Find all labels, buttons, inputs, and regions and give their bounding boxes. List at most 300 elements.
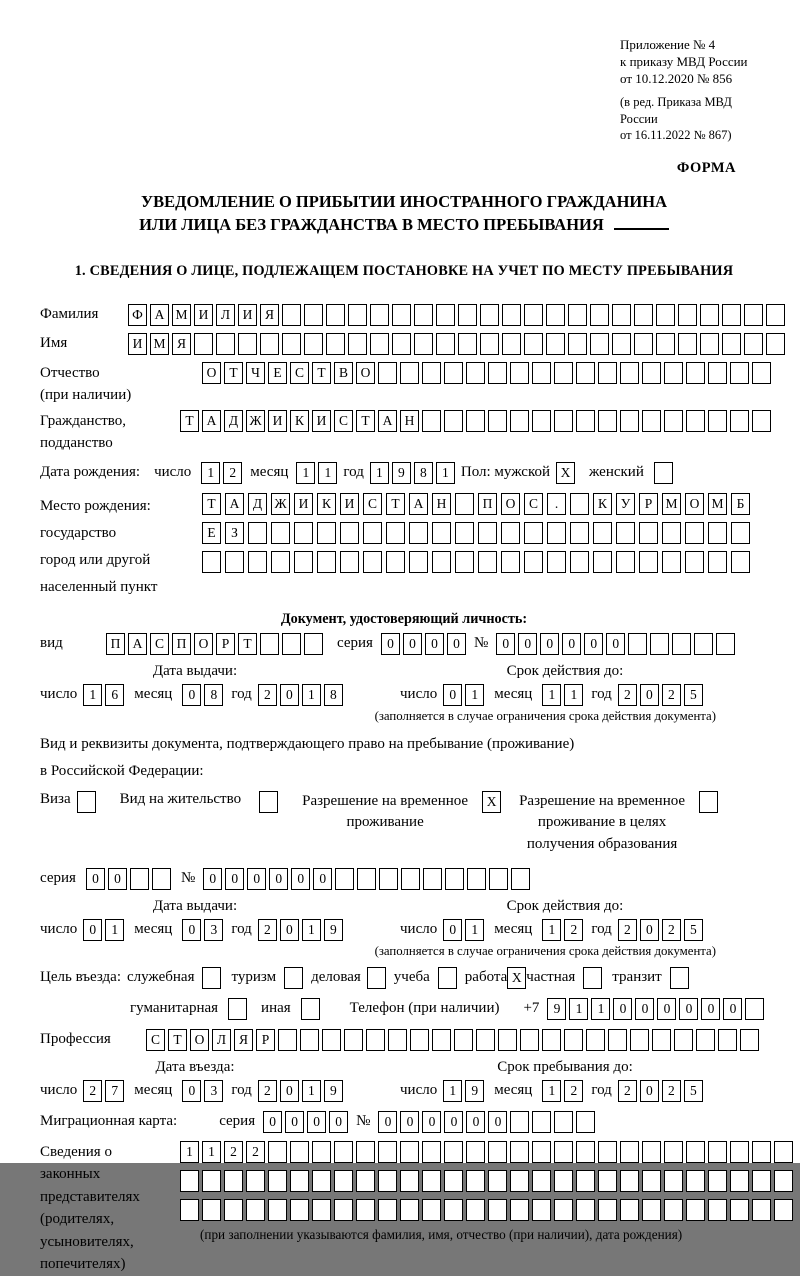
char-cell[interactable]	[532, 1111, 551, 1133]
char-cell[interactable]	[363, 551, 382, 573]
char-cell[interactable]: 2	[564, 919, 583, 941]
char-cell[interactable]: 1	[202, 1141, 221, 1163]
char-cell[interactable]	[510, 410, 529, 432]
char-cell[interactable]	[498, 1029, 517, 1051]
stay-issue-month[interactable]	[182, 919, 223, 941]
char-cell[interactable]	[685, 551, 704, 573]
char-cell[interactable]	[731, 522, 750, 544]
char-cell[interactable]	[436, 304, 455, 326]
char-cell[interactable]	[570, 522, 589, 544]
char-cell[interactable]: 0	[378, 1111, 397, 1133]
char-cell[interactable]: 2	[662, 1080, 681, 1102]
char-cell[interactable]	[180, 1170, 199, 1192]
char-cell[interactable]: 0	[488, 1111, 507, 1133]
char-cell[interactable]: 1	[302, 1080, 321, 1102]
char-cell[interactable]	[766, 304, 785, 326]
entry-month[interactable]	[182, 1080, 223, 1102]
char-cell[interactable]	[312, 1141, 331, 1163]
residence-permit-checkbox[interactable]	[259, 791, 278, 813]
char-cell[interactable]: 5	[684, 684, 703, 706]
checkbox-cell[interactable]	[654, 462, 673, 484]
char-cell[interactable]	[700, 333, 719, 355]
char-cell[interactable]: 0	[403, 633, 422, 655]
char-cell[interactable]	[593, 522, 612, 544]
profession-input[interactable]	[146, 1029, 759, 1051]
char-cell[interactable]: Н	[432, 493, 451, 515]
char-cell[interactable]	[444, 410, 463, 432]
mig-number-input[interactable]	[378, 1111, 595, 1133]
char-cell[interactable]: З	[225, 522, 244, 544]
char-cell[interactable]	[608, 1029, 627, 1051]
birth-place-line3[interactable]	[202, 551, 750, 573]
char-cell[interactable]: 2	[246, 1141, 265, 1163]
char-cell[interactable]	[694, 633, 713, 655]
id-number-input[interactable]	[496, 633, 735, 655]
char-cell[interactable]	[639, 522, 658, 544]
char-cell[interactable]	[444, 362, 463, 384]
char-cell[interactable]	[317, 551, 336, 573]
char-cell[interactable]	[628, 633, 647, 655]
char-cell[interactable]: И	[312, 410, 331, 432]
char-cell[interactable]	[620, 362, 639, 384]
char-cell[interactable]: А	[225, 493, 244, 515]
char-cell[interactable]: К	[593, 493, 612, 515]
char-cell[interactable]	[730, 1199, 749, 1221]
char-cell[interactable]	[630, 1029, 649, 1051]
char-cell[interactable]	[334, 1141, 353, 1163]
given-name-input[interactable]	[128, 333, 785, 355]
char-cell[interactable]	[248, 551, 267, 573]
char-cell[interactable]	[752, 1141, 771, 1163]
char-cell[interactable]: 0	[447, 633, 466, 655]
char-cell[interactable]	[708, 1199, 727, 1221]
char-cell[interactable]: 0	[247, 868, 266, 890]
patronymic-input[interactable]	[202, 362, 771, 384]
char-cell[interactable]	[348, 333, 367, 355]
char-cell[interactable]	[547, 551, 566, 573]
char-cell[interactable]: 0	[657, 998, 676, 1020]
char-cell[interactable]	[466, 1141, 485, 1163]
char-cell[interactable]: .	[547, 493, 566, 515]
id-issue-year[interactable]	[258, 684, 343, 706]
char-cell[interactable]	[652, 1029, 671, 1051]
char-cell[interactable]	[444, 1170, 463, 1192]
stay-number-input[interactable]	[203, 868, 530, 890]
char-cell[interactable]: 1	[201, 462, 220, 484]
char-cell[interactable]	[290, 1199, 309, 1221]
char-cell[interactable]	[290, 1170, 309, 1192]
char-cell[interactable]: 1	[542, 684, 561, 706]
char-cell[interactable]: 0	[313, 868, 332, 890]
char-cell[interactable]: Я	[234, 1029, 253, 1051]
char-cell[interactable]: 0	[425, 633, 444, 655]
char-cell[interactable]	[674, 1029, 693, 1051]
char-cell[interactable]: 0	[329, 1111, 348, 1133]
char-cell[interactable]	[334, 1170, 353, 1192]
char-cell[interactable]: 1	[564, 684, 583, 706]
char-cell[interactable]	[722, 304, 741, 326]
char-cell[interactable]	[554, 1141, 573, 1163]
char-cell[interactable]	[700, 304, 719, 326]
char-cell[interactable]	[326, 333, 345, 355]
char-cell[interactable]: Ж	[246, 410, 265, 432]
char-cell[interactable]	[752, 1199, 771, 1221]
char-cell[interactable]	[576, 1141, 595, 1163]
sex-male-checkbox[interactable]	[556, 462, 575, 484]
char-cell[interactable]	[520, 1029, 539, 1051]
stay-issue-year[interactable]	[258, 919, 343, 941]
char-cell[interactable]: 1	[465, 684, 484, 706]
char-cell[interactable]	[466, 1170, 485, 1192]
legal-rep-line2[interactable]	[180, 1170, 793, 1192]
char-cell[interactable]	[488, 410, 507, 432]
char-cell[interactable]	[224, 1199, 243, 1221]
char-cell[interactable]	[752, 410, 771, 432]
char-cell[interactable]	[685, 522, 704, 544]
char-cell[interactable]	[378, 1141, 397, 1163]
char-cell[interactable]	[458, 304, 477, 326]
char-cell[interactable]	[598, 1170, 617, 1192]
char-cell[interactable]	[334, 1199, 353, 1221]
char-cell[interactable]	[546, 333, 565, 355]
char-cell[interactable]	[271, 522, 290, 544]
char-cell[interactable]: А	[202, 410, 221, 432]
char-cell[interactable]: 8	[324, 684, 343, 706]
char-cell[interactable]	[774, 1199, 793, 1221]
purpose-chastnaya-checkbox[interactable]	[583, 967, 602, 989]
checkbox-cell[interactable]: X	[482, 791, 501, 813]
char-cell[interactable]	[400, 362, 419, 384]
char-cell[interactable]	[478, 551, 497, 573]
char-cell[interactable]	[489, 868, 508, 890]
char-cell[interactable]	[716, 633, 735, 655]
char-cell[interactable]	[568, 333, 587, 355]
char-cell[interactable]: 0	[280, 1080, 299, 1102]
char-cell[interactable]	[356, 1170, 375, 1192]
char-cell[interactable]	[731, 551, 750, 573]
char-cell[interactable]: О	[501, 493, 520, 515]
char-cell[interactable]	[290, 1141, 309, 1163]
birth-place-line1[interactable]	[202, 493, 750, 515]
char-cell[interactable]: Т	[224, 362, 243, 384]
char-cell[interactable]	[774, 1170, 793, 1192]
checkbox-cell[interactable]	[583, 967, 602, 989]
char-cell[interactable]	[730, 410, 749, 432]
char-cell[interactable]	[620, 410, 639, 432]
stay-series-input[interactable]	[86, 868, 171, 890]
char-cell[interactable]: 1	[318, 462, 337, 484]
char-cell[interactable]	[686, 1141, 705, 1163]
checkbox-cell[interactable]	[438, 967, 457, 989]
char-cell[interactable]: 0	[640, 684, 659, 706]
char-cell[interactable]	[634, 333, 653, 355]
char-cell[interactable]	[423, 868, 442, 890]
char-cell[interactable]	[532, 1199, 551, 1221]
surname-input[interactable]	[128, 304, 785, 326]
char-cell[interactable]: 1	[436, 462, 455, 484]
char-cell[interactable]: 2	[223, 462, 242, 484]
char-cell[interactable]	[524, 333, 543, 355]
char-cell[interactable]: С	[146, 1029, 165, 1051]
checkbox-cell[interactable]	[699, 791, 718, 813]
char-cell[interactable]	[501, 551, 520, 573]
checkbox-cell[interactable]	[202, 967, 221, 989]
temp-residence-checkbox[interactable]	[482, 791, 501, 813]
char-cell[interactable]: 9	[465, 1080, 484, 1102]
char-cell[interactable]: 2	[618, 1080, 637, 1102]
char-cell[interactable]	[718, 1029, 737, 1051]
char-cell[interactable]	[488, 1170, 507, 1192]
char-cell[interactable]: П	[172, 633, 191, 655]
char-cell[interactable]: И	[194, 304, 213, 326]
char-cell[interactable]	[696, 1029, 715, 1051]
char-cell[interactable]: 2	[618, 684, 637, 706]
char-cell[interactable]	[722, 333, 741, 355]
char-cell[interactable]	[466, 410, 485, 432]
char-cell[interactable]	[570, 493, 589, 515]
char-cell[interactable]: 1	[542, 1080, 561, 1102]
char-cell[interactable]	[432, 522, 451, 544]
char-cell[interactable]	[130, 868, 149, 890]
char-cell[interactable]	[501, 522, 520, 544]
char-cell[interactable]	[598, 410, 617, 432]
char-cell[interactable]: 9	[324, 919, 343, 941]
checkbox-cell[interactable]	[259, 791, 278, 813]
id-issue-day[interactable]	[83, 684, 124, 706]
char-cell[interactable]: О	[194, 633, 213, 655]
char-cell[interactable]: Ф	[128, 304, 147, 326]
char-cell[interactable]: 0	[613, 998, 632, 1020]
visa-checkbox[interactable]	[77, 791, 96, 813]
char-cell[interactable]	[730, 1141, 749, 1163]
char-cell[interactable]	[340, 522, 359, 544]
char-cell[interactable]	[730, 362, 749, 384]
char-cell[interactable]: 0	[443, 684, 462, 706]
char-cell[interactable]: 1	[591, 998, 610, 1020]
char-cell[interactable]: 0	[635, 998, 654, 1020]
char-cell[interactable]	[564, 1029, 583, 1051]
char-cell[interactable]: У	[616, 493, 635, 515]
char-cell[interactable]	[476, 1029, 495, 1051]
char-cell[interactable]: 2	[83, 1080, 102, 1102]
char-cell[interactable]	[616, 551, 635, 573]
char-cell[interactable]: 2	[258, 684, 277, 706]
char-cell[interactable]	[554, 1170, 573, 1192]
char-cell[interactable]	[260, 633, 279, 655]
char-cell[interactable]	[708, 362, 727, 384]
char-cell[interactable]	[744, 333, 763, 355]
char-cell[interactable]	[708, 1141, 727, 1163]
char-cell[interactable]: 0	[723, 998, 742, 1020]
char-cell[interactable]	[378, 1199, 397, 1221]
char-cell[interactable]: 5	[684, 919, 703, 941]
char-cell[interactable]	[379, 868, 398, 890]
sex-female-checkbox[interactable]	[654, 462, 673, 484]
char-cell[interactable]	[294, 551, 313, 573]
char-cell[interactable]: 2	[564, 1080, 583, 1102]
char-cell[interactable]	[524, 304, 543, 326]
id-valid-month[interactable]	[542, 684, 583, 706]
purpose-inaya-checkbox[interactable]	[301, 998, 320, 1020]
char-cell[interactable]	[510, 1111, 529, 1133]
char-cell[interactable]: 0	[562, 633, 581, 655]
char-cell[interactable]	[510, 1170, 529, 1192]
char-cell[interactable]	[576, 1111, 595, 1133]
char-cell[interactable]	[542, 1029, 561, 1051]
checkbox-cell[interactable]	[367, 967, 386, 989]
char-cell[interactable]	[488, 1141, 507, 1163]
legal-rep-line3[interactable]	[180, 1199, 793, 1221]
char-cell[interactable]: 2	[258, 1080, 277, 1102]
char-cell[interactable]	[392, 333, 411, 355]
checkbox-cell[interactable]	[670, 967, 689, 989]
char-cell[interactable]	[444, 1141, 463, 1163]
char-cell[interactable]	[344, 1029, 363, 1051]
stay-valid-day[interactable]	[443, 919, 484, 941]
char-cell[interactable]: П	[478, 493, 497, 515]
char-cell[interactable]	[510, 1141, 529, 1163]
char-cell[interactable]	[664, 1199, 683, 1221]
char-cell[interactable]: 0	[701, 998, 720, 1020]
checkbox-cell[interactable]: X	[507, 967, 526, 989]
purpose-tranzit-checkbox[interactable]	[670, 967, 689, 989]
char-cell[interactable]: М	[662, 493, 681, 515]
char-cell[interactable]: 8	[204, 684, 223, 706]
char-cell[interactable]	[467, 868, 486, 890]
char-cell[interactable]	[312, 1170, 331, 1192]
stay-until-month[interactable]	[542, 1080, 583, 1102]
char-cell[interactable]	[502, 333, 521, 355]
char-cell[interactable]: Я	[172, 333, 191, 355]
char-cell[interactable]	[478, 522, 497, 544]
mig-series-input[interactable]	[263, 1111, 348, 1133]
char-cell[interactable]	[378, 362, 397, 384]
char-cell[interactable]: Т	[238, 633, 257, 655]
char-cell[interactable]	[202, 551, 221, 573]
char-cell[interactable]	[576, 410, 595, 432]
char-cell[interactable]: Р	[216, 633, 235, 655]
id-valid-day[interactable]	[443, 684, 484, 706]
char-cell[interactable]	[271, 551, 290, 573]
char-cell[interactable]	[708, 410, 727, 432]
char-cell[interactable]: И	[238, 304, 257, 326]
char-cell[interactable]	[294, 522, 313, 544]
char-cell[interactable]: 9	[392, 462, 411, 484]
char-cell[interactable]	[686, 1199, 705, 1221]
char-cell[interactable]: Т	[202, 493, 221, 515]
char-cell[interactable]	[357, 868, 376, 890]
char-cell[interactable]	[388, 1029, 407, 1051]
char-cell[interactable]: 0	[203, 868, 222, 890]
char-cell[interactable]	[363, 522, 382, 544]
char-cell[interactable]: М	[708, 493, 727, 515]
char-cell[interactable]	[455, 551, 474, 573]
char-cell[interactable]: 1	[569, 998, 588, 1020]
char-cell[interactable]	[282, 633, 301, 655]
char-cell[interactable]	[454, 1029, 473, 1051]
char-cell[interactable]: 0	[280, 919, 299, 941]
char-cell[interactable]: 0	[83, 919, 102, 941]
char-cell[interactable]: Я	[260, 304, 279, 326]
doc-type-input[interactable]	[106, 633, 323, 655]
char-cell[interactable]: 0	[285, 1111, 304, 1133]
checkbox-cell[interactable]	[301, 998, 320, 1020]
char-cell[interactable]	[400, 1170, 419, 1192]
char-cell[interactable]	[590, 333, 609, 355]
id-issue-month[interactable]	[182, 684, 223, 706]
char-cell[interactable]: 3	[204, 919, 223, 941]
char-cell[interactable]	[409, 522, 428, 544]
char-cell[interactable]: 2	[662, 684, 681, 706]
char-cell[interactable]	[576, 1170, 595, 1192]
char-cell[interactable]: 0	[182, 919, 201, 941]
char-cell[interactable]	[570, 551, 589, 573]
char-cell[interactable]	[612, 333, 631, 355]
char-cell[interactable]	[238, 333, 257, 355]
char-cell[interactable]: 1	[542, 919, 561, 941]
char-cell[interactable]	[268, 1199, 287, 1221]
char-cell[interactable]	[576, 1199, 595, 1221]
char-cell[interactable]	[436, 333, 455, 355]
char-cell[interactable]: 0	[518, 633, 537, 655]
char-cell[interactable]	[414, 304, 433, 326]
char-cell[interactable]	[568, 304, 587, 326]
char-cell[interactable]: О	[202, 362, 221, 384]
char-cell[interactable]: М	[172, 304, 191, 326]
char-cell[interactable]: С	[363, 493, 382, 515]
char-cell[interactable]	[554, 362, 573, 384]
char-cell[interactable]	[386, 522, 405, 544]
char-cell[interactable]	[774, 1141, 793, 1163]
char-cell[interactable]: 0	[679, 998, 698, 1020]
char-cell[interactable]	[356, 1199, 375, 1221]
char-cell[interactable]: 0	[269, 868, 288, 890]
char-cell[interactable]	[488, 1199, 507, 1221]
char-cell[interactable]	[224, 1170, 243, 1192]
char-cell[interactable]	[598, 1199, 617, 1221]
char-cell[interactable]	[598, 1141, 617, 1163]
char-cell[interactable]	[664, 410, 683, 432]
char-cell[interactable]	[576, 362, 595, 384]
char-cell[interactable]: Д	[224, 410, 243, 432]
phone-input[interactable]	[547, 998, 764, 1020]
char-cell[interactable]: И	[294, 493, 313, 515]
char-cell[interactable]: 1	[83, 684, 102, 706]
char-cell[interactable]: 6	[105, 684, 124, 706]
char-cell[interactable]: 1	[302, 919, 321, 941]
char-cell[interactable]	[642, 410, 661, 432]
char-cell[interactable]: 0	[422, 1111, 441, 1133]
char-cell[interactable]: 0	[280, 684, 299, 706]
char-cell[interactable]: Д	[248, 493, 267, 515]
legal-rep-line1[interactable]	[180, 1141, 793, 1163]
char-cell[interactable]	[401, 868, 420, 890]
char-cell[interactable]	[409, 551, 428, 573]
char-cell[interactable]: 1	[443, 1080, 462, 1102]
char-cell[interactable]: А	[378, 410, 397, 432]
char-cell[interactable]	[620, 1199, 639, 1221]
char-cell[interactable]: А	[150, 304, 169, 326]
char-cell[interactable]: Т	[180, 410, 199, 432]
char-cell[interactable]: 1	[302, 684, 321, 706]
char-cell[interactable]	[455, 493, 474, 515]
birth-day-input[interactable]	[201, 462, 242, 484]
char-cell[interactable]: И	[128, 333, 147, 355]
char-cell[interactable]: А	[128, 633, 147, 655]
char-cell[interactable]	[642, 1199, 661, 1221]
char-cell[interactable]	[554, 1111, 573, 1133]
char-cell[interactable]	[356, 1141, 375, 1163]
